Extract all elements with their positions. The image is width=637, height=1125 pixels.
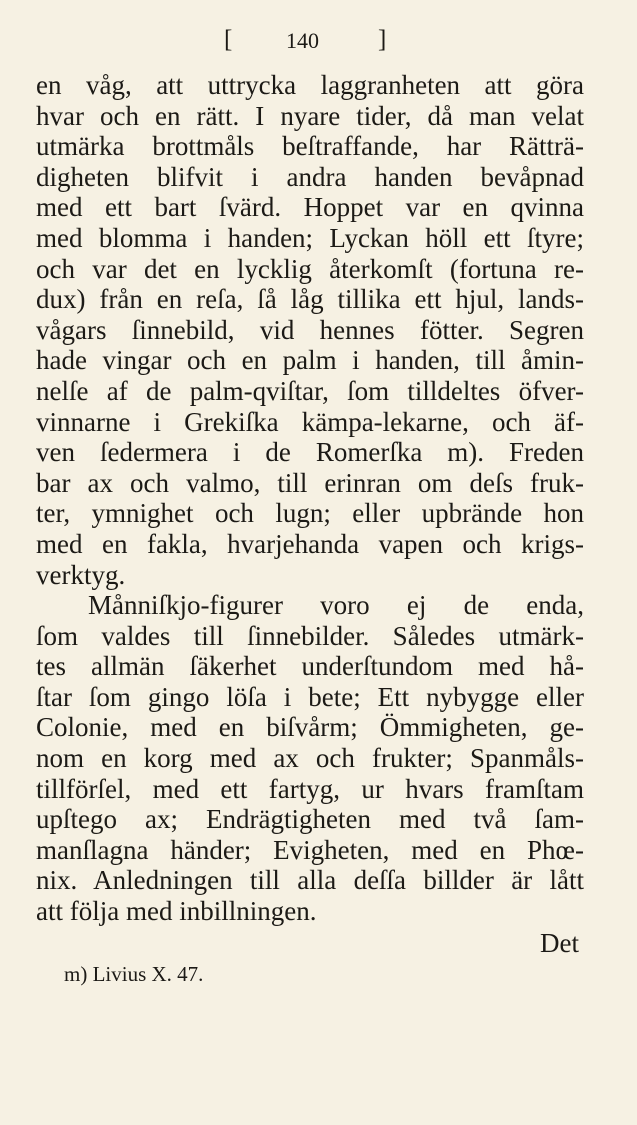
text-line: nix. Anledningen till alla deſſa billder är lått — [36, 865, 584, 896]
text-line: ſtar ſom gingo löſa i bete; Ett nybygge eller — [36, 681, 584, 712]
text-line: ſom valdes till ſinnebilder. Således utmärk- — [36, 620, 584, 651]
paragraph-end-line: verktyg. — [36, 559, 126, 590]
text-line: vågars ſinnebild, vid hennes fötter. Segren — [36, 314, 584, 345]
text-line: utmärka brottmåls beſtraffande, har Rätträ- — [36, 131, 584, 162]
text-line: Colonie, med en biſvårm; Ömmigheten, ge- — [36, 712, 584, 743]
text-line: upſtego ax; Endrägtigheten med två ſam- — [36, 804, 584, 835]
text-line: nom en korg med ax och frukter; Spanmåls- — [36, 743, 584, 774]
text-line: ter, ymnighet och lugn; eller upbrände hon — [36, 498, 584, 529]
body-text — [36, 70, 584, 927]
catchword: Det — [540, 928, 579, 958]
header-bracket-open: [ — [224, 26, 233, 53]
text-line: vinnarne i Grekiſka kämpa-lekarne, och äf- — [36, 406, 584, 437]
text-line: tes allmän ſäkerhet underſtundom med hå- — [36, 651, 584, 682]
text-line: med blomma i handen; Lyckan höll ett ſtyre; — [36, 222, 584, 253]
page-number: 140 — [286, 28, 319, 53]
text-line: och var det en lycklig återkomſt (fortuna re- — [36, 253, 584, 284]
text-line: nelſe af de palm-qviſtar, ſom tilldeltes öfver- — [36, 375, 584, 406]
header-bracket-close: ] — [378, 26, 387, 53]
text-line: dux) från en reſa, ſå låg tillika ett hjul, lands- — [36, 284, 584, 315]
text-line: hade vingar och en palm i handen, till åmin- — [36, 345, 584, 376]
text-line: manſlagna händer; Evigheten, med en Phœ- — [36, 834, 584, 865]
text-line: en våg, att uttrycka laggranheten att göra — [36, 70, 584, 100]
text-line: tillförſel, med ett fartyg, ur hvars framſtam — [36, 773, 584, 804]
paragraph-end-line: att följa med inbillningen. — [36, 896, 317, 927]
running-head — [0, 26, 637, 60]
text-line: med ett bart ſvärd. Hoppet var en qvinna — [36, 192, 584, 223]
text-line: bar ax och valmo, till erinran om deſs fruk- — [36, 467, 584, 498]
paragraph-start-line: Månniſkjo-figurer voro ej de enda, — [88, 590, 584, 621]
text-line: ven ſedermera i de Romerſka m). Freden — [36, 437, 584, 468]
text-line: med en fakla, hvarjehanda vapen och krigs- — [36, 528, 584, 559]
text-line: hvar och en rätt. I nyare tider, då man velat — [36, 100, 584, 131]
footnote: m) Livius X. 47. — [64, 962, 204, 986]
text-line: digheten blifvit i andra handen bevåpnad — [36, 161, 584, 192]
